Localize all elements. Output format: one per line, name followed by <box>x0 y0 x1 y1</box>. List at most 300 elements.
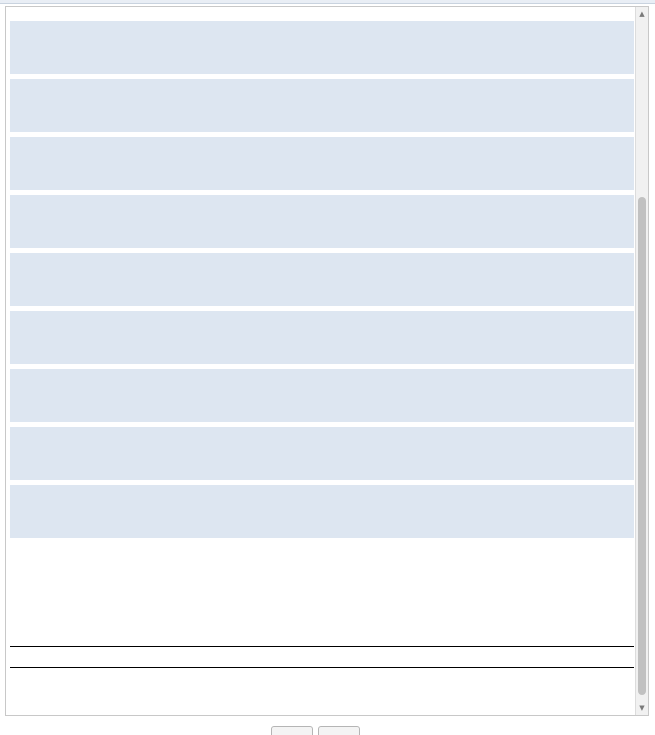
critical-value-cell <box>302 274 357 285</box>
critical-value-cell <box>161 79 206 90</box>
critical-value-cell <box>206 227 251 238</box>
critical-value-cell <box>460 321 515 332</box>
critical-value-cell <box>116 121 161 132</box>
critical-value-cell <box>251 311 302 322</box>
t-distribution-table <box>10 21 634 543</box>
critical-value-cell <box>70 90 115 101</box>
scroll-thumb[interactable] <box>638 197 646 695</box>
critical-value-cell <box>409 411 460 422</box>
table-row <box>10 285 634 296</box>
print-button[interactable] <box>271 726 313 735</box>
critical-value-cell <box>161 21 206 32</box>
critical-value-cell <box>357 237 408 248</box>
critical-value-cell <box>161 137 206 148</box>
critical-value-cell <box>206 495 251 506</box>
critical-value-cell <box>206 459 251 470</box>
critical-value-cell <box>206 63 251 74</box>
table-row <box>10 411 634 422</box>
critical-value-cell <box>116 42 161 53</box>
table-row <box>10 321 634 332</box>
critical-value-cell <box>161 353 206 364</box>
critical-value-cell <box>460 437 515 448</box>
critical-value-cell <box>572 227 634 238</box>
critical-value-cell <box>70 401 115 412</box>
critical-value-cell <box>70 427 115 438</box>
table-row <box>10 379 634 390</box>
critical-value-cell <box>35 295 71 306</box>
critical-value-cell <box>460 285 515 296</box>
df-cell <box>10 42 35 53</box>
critical-value-cell <box>116 21 161 32</box>
critical-value-cell <box>70 32 115 43</box>
critical-value-cell <box>572 148 634 159</box>
critical-value-cell <box>70 527 115 538</box>
critical-value-cell <box>116 459 161 470</box>
critical-value-cell <box>116 63 161 74</box>
critical-value-cell <box>161 237 206 248</box>
critical-value-cell <box>357 485 408 496</box>
critical-value-cell <box>572 111 634 122</box>
critical-value-cell <box>70 111 115 122</box>
critical-value-cell <box>70 263 115 274</box>
critical-value-cell <box>460 427 515 438</box>
critical-value-cell <box>206 411 251 422</box>
critical-value-cell <box>161 195 206 206</box>
critical-value-cell <box>161 90 206 101</box>
done-button[interactable] <box>318 726 360 735</box>
df-cell <box>10 332 35 343</box>
critical-value-cell <box>460 527 515 538</box>
critical-value-cell <box>460 369 515 380</box>
critical-value-cell <box>357 332 408 343</box>
critical-value-cell <box>161 343 206 354</box>
critical-value-cell <box>70 459 115 470</box>
df-cell <box>10 485 35 496</box>
critical-value-cell <box>302 311 357 322</box>
critical-value-cell <box>357 321 408 332</box>
critical-value-cell <box>515 527 572 538</box>
critical-value-cell <box>161 311 206 322</box>
critical-value-cell <box>251 227 302 238</box>
table-row <box>10 353 634 364</box>
critical-value-cell <box>161 485 206 496</box>
critical-value-cell <box>515 253 572 264</box>
critical-value-cell <box>161 379 206 390</box>
critical-value-cell <box>161 148 206 159</box>
critical-value-cell <box>357 495 408 506</box>
critical-value-cell <box>357 448 408 459</box>
critical-value-cell <box>302 263 357 274</box>
critical-value-cell <box>116 506 161 517</box>
table-row <box>10 517 634 528</box>
critical-value-cell <box>70 295 115 306</box>
critical-value-cell <box>251 63 302 74</box>
critical-value-cell <box>515 369 572 380</box>
critical-value-cell <box>515 169 572 180</box>
critical-value-cell <box>357 353 408 364</box>
row-group <box>10 427 634 480</box>
critical-value-cell <box>302 195 357 206</box>
critical-value-cell <box>409 179 460 190</box>
critical-value-cell <box>206 485 251 496</box>
critical-value-cell <box>460 495 515 506</box>
critical-value-cell <box>251 111 302 122</box>
critical-value-cell <box>302 121 357 132</box>
critical-value-cell <box>460 42 515 53</box>
critical-value-cell <box>161 332 206 343</box>
critical-value-cell <box>116 390 161 401</box>
critical-value-cell <box>515 216 572 227</box>
top-strip <box>0 0 655 4</box>
critical-value-cell <box>206 253 251 264</box>
critical-value-cell <box>515 100 572 111</box>
critical-value-cell <box>515 179 572 190</box>
critical-value-cell <box>161 121 206 132</box>
critical-value-cell <box>161 527 206 538</box>
critical-value-cell <box>460 379 515 390</box>
critical-value-cell <box>460 32 515 43</box>
table-row <box>10 253 634 264</box>
critical-value-cell <box>302 253 357 264</box>
table-row <box>10 111 634 122</box>
critical-value-cell <box>302 137 357 148</box>
critical-value-cell <box>161 111 206 122</box>
critical-value-cell <box>409 63 460 74</box>
critical-value-cell <box>206 517 251 528</box>
critical-value-cell <box>302 227 357 238</box>
df-cell <box>10 390 35 401</box>
critical-value-cell <box>161 274 206 285</box>
critical-value-cell <box>206 437 251 448</box>
critical-value-cell <box>116 206 161 217</box>
critical-value-cell <box>206 158 251 169</box>
critical-value-cell <box>251 32 302 43</box>
critical-value-cell <box>35 42 71 53</box>
critical-value-cell <box>116 263 161 274</box>
critical-value-cell <box>515 311 572 322</box>
critical-value-cell <box>35 195 71 206</box>
df-cell <box>10 285 35 296</box>
group-spacer <box>10 538 634 543</box>
critical-value-cell <box>409 459 460 470</box>
critical-value-cell <box>515 506 572 517</box>
table-row <box>10 53 634 64</box>
critical-value-cell <box>357 427 408 438</box>
critical-value-cell <box>572 459 634 470</box>
critical-value-cell <box>116 148 161 159</box>
critical-value-cell <box>161 411 206 422</box>
critical-value-cell <box>409 216 460 227</box>
critical-value-cell <box>302 21 357 32</box>
vertical-scrollbar[interactable] <box>635 7 648 715</box>
critical-value-cell <box>161 517 206 528</box>
critical-value-cell <box>206 90 251 101</box>
critical-value-cell <box>35 227 71 238</box>
critical-value-cell <box>35 353 71 364</box>
critical-value-cell <box>515 332 572 343</box>
critical-value-cell <box>302 469 357 480</box>
critical-value-cell <box>460 111 515 122</box>
critical-value-cell <box>251 169 302 180</box>
critical-value-cell <box>70 21 115 32</box>
critical-value-cell <box>251 495 302 506</box>
critical-value-cell <box>206 469 251 480</box>
critical-value-cell <box>357 379 408 390</box>
critical-value-cell <box>409 506 460 517</box>
critical-value-cell <box>251 121 302 132</box>
critical-value-cell <box>251 321 302 332</box>
critical-value-cell <box>515 206 572 217</box>
critical-value-cell <box>515 448 572 459</box>
critical-value-cell <box>302 179 357 190</box>
critical-value-cell <box>572 506 634 517</box>
critical-value-cell <box>70 495 115 506</box>
critical-value-cell <box>515 469 572 480</box>
critical-value-cell <box>572 21 634 32</box>
critical-value-cell <box>70 332 115 343</box>
critical-value-cell <box>357 517 408 528</box>
table-row <box>10 100 634 111</box>
critical-value-cell <box>206 401 251 412</box>
critical-value-cell <box>206 274 251 285</box>
critical-value-cell <box>251 79 302 90</box>
critical-value-cell <box>460 401 515 412</box>
critical-value-cell <box>302 100 357 111</box>
critical-value-cell <box>409 148 460 159</box>
critical-value-cell <box>206 53 251 64</box>
df-cell <box>10 506 35 517</box>
critical-value-cell <box>251 206 302 217</box>
critical-value-cell <box>357 227 408 238</box>
table-row <box>10 295 634 306</box>
critical-value-cell <box>206 195 251 206</box>
df-cell <box>10 517 35 528</box>
critical-value-cell <box>70 137 115 148</box>
critical-value-cell <box>572 343 634 354</box>
critical-value-cell <box>206 427 251 438</box>
df-cell <box>10 401 35 412</box>
critical-value-cell <box>409 253 460 264</box>
df-cell <box>10 263 35 274</box>
critical-value-cell <box>206 237 251 248</box>
critical-value-cell <box>460 121 515 132</box>
critical-value-cell <box>206 295 251 306</box>
critical-value-cell <box>515 343 572 354</box>
critical-value-cell <box>515 411 572 422</box>
critical-value-cell <box>460 506 515 517</box>
row-group <box>10 311 634 364</box>
critical-value-cell <box>251 90 302 101</box>
table-row <box>10 42 634 53</box>
table-row <box>10 274 634 285</box>
critical-value-cell <box>35 401 71 412</box>
critical-value-cell <box>161 321 206 332</box>
critical-value-cell <box>460 411 515 422</box>
critical-value-cell <box>460 206 515 217</box>
critical-value-cell <box>357 437 408 448</box>
critical-value-cell <box>515 53 572 64</box>
critical-value-cell <box>70 448 115 459</box>
critical-value-cell <box>515 485 572 496</box>
tail-area-header-row <box>10 646 634 668</box>
critical-value-cell <box>116 79 161 90</box>
critical-value-cell <box>302 216 357 227</box>
df-cell <box>10 53 35 64</box>
critical-value-cell <box>515 285 572 296</box>
critical-value-cell <box>460 79 515 90</box>
critical-value-cell <box>116 285 161 296</box>
critical-value-cell <box>70 206 115 217</box>
dialog-buttons <box>0 722 655 735</box>
critical-value-cell <box>409 137 460 148</box>
critical-value-cell <box>116 274 161 285</box>
critical-value-cell <box>70 321 115 332</box>
scroll-up-icon[interactable]: ▲ <box>639 10 645 18</box>
table-row <box>10 137 634 148</box>
critical-value-cell <box>116 343 161 354</box>
critical-value-cell <box>251 253 302 264</box>
critical-value-cell <box>116 448 161 459</box>
critical-value-cell <box>206 111 251 122</box>
df-cell <box>10 148 35 159</box>
critical-value-cell <box>161 459 206 470</box>
critical-value-cell <box>302 379 357 390</box>
critical-value-cell <box>302 343 357 354</box>
critical-value-cell <box>251 148 302 159</box>
critical-value-cell <box>35 216 71 227</box>
critical-value-cell <box>357 295 408 306</box>
critical-value-cell <box>161 32 206 43</box>
table-row <box>10 121 634 132</box>
row-group <box>10 369 634 422</box>
critical-value-cell <box>206 332 251 343</box>
critical-value-cell <box>116 411 161 422</box>
critical-value-cell <box>116 100 161 111</box>
critical-value-cell <box>116 379 161 390</box>
critical-value-cell <box>161 227 206 238</box>
t-table-scroll-area[interactable] <box>6 7 636 715</box>
critical-value-cell <box>35 32 71 43</box>
critical-value-cell <box>515 90 572 101</box>
critical-value-cell <box>409 427 460 438</box>
critical-value-cell <box>302 332 357 343</box>
critical-value-cell <box>460 63 515 74</box>
critical-value-cell <box>116 353 161 364</box>
critical-value-cell <box>35 90 71 101</box>
critical-value-cell <box>116 158 161 169</box>
critical-value-cell <box>357 274 408 285</box>
critical-value-cell <box>116 237 161 248</box>
critical-value-cell <box>409 237 460 248</box>
t-table-dialog <box>5 6 649 716</box>
critical-value-cell <box>70 253 115 264</box>
critical-value-cell <box>460 169 515 180</box>
critical-value-cell <box>515 111 572 122</box>
critical-value-cell <box>515 63 572 74</box>
critical-value-cell <box>70 148 115 159</box>
critical-value-cell <box>515 401 572 412</box>
row-group <box>10 79 634 132</box>
critical-value-cell <box>206 21 251 32</box>
critical-value-cell <box>409 21 460 32</box>
critical-value-cell <box>116 179 161 190</box>
critical-value-cell <box>357 90 408 101</box>
critical-value-cell <box>460 469 515 480</box>
critical-value-cell <box>572 90 634 101</box>
critical-value-cell <box>70 506 115 517</box>
critical-value-cell <box>572 158 634 169</box>
critical-value-cell <box>251 369 302 380</box>
critical-value-cell <box>35 158 71 169</box>
table-row <box>10 495 634 506</box>
critical-value-cell <box>302 437 357 448</box>
critical-value-cell <box>460 390 515 401</box>
critical-value-cell <box>572 32 634 43</box>
critical-value-cell <box>35 343 71 354</box>
critical-value-cell <box>116 469 161 480</box>
critical-value-cell <box>357 53 408 64</box>
critical-value-cell <box>357 401 408 412</box>
critical-value-cell <box>116 311 161 322</box>
df-cell <box>10 206 35 217</box>
critical-value-cell <box>572 100 634 111</box>
critical-value-cell <box>116 137 161 148</box>
critical-value-cell <box>116 253 161 264</box>
critical-value-cell <box>302 285 357 296</box>
critical-value-cell <box>161 253 206 264</box>
critical-value-cell <box>460 179 515 190</box>
critical-value-cell <box>357 506 408 517</box>
critical-value-cell <box>515 390 572 401</box>
critical-value-cell <box>70 227 115 238</box>
critical-value-cell <box>409 321 460 332</box>
critical-value-cell <box>409 379 460 390</box>
critical-value-cell <box>515 295 572 306</box>
critical-value-cell <box>572 321 634 332</box>
critical-value-cell <box>161 427 206 438</box>
table-row <box>10 169 634 180</box>
critical-value-cell <box>161 158 206 169</box>
df-cell <box>10 100 35 111</box>
critical-value-cell <box>409 53 460 64</box>
critical-value-cell <box>515 427 572 438</box>
critical-value-cell <box>515 21 572 32</box>
critical-value-cell <box>116 332 161 343</box>
critical-value-cell <box>35 63 71 74</box>
critical-value-cell <box>572 437 634 448</box>
critical-value-cell <box>35 237 71 248</box>
critical-value-cell <box>251 158 302 169</box>
critical-value-cell <box>70 237 115 248</box>
critical-value-cell <box>460 90 515 101</box>
critical-value-cell <box>572 469 634 480</box>
table-row <box>10 427 634 438</box>
critical-value-cell <box>161 469 206 480</box>
critical-value-cell <box>116 32 161 43</box>
critical-value-cell <box>515 274 572 285</box>
critical-value-cell <box>357 169 408 180</box>
critical-value-cell <box>251 332 302 343</box>
df-cell <box>10 311 35 322</box>
df-cell <box>10 111 35 122</box>
critical-value-cell <box>302 111 357 122</box>
critical-value-cell <box>116 401 161 412</box>
critical-value-cell <box>251 427 302 438</box>
critical-value-cell <box>70 274 115 285</box>
critical-value-cell <box>116 53 161 64</box>
scroll-down-icon[interactable]: ▼ <box>639 704 645 712</box>
critical-value-cell <box>409 79 460 90</box>
